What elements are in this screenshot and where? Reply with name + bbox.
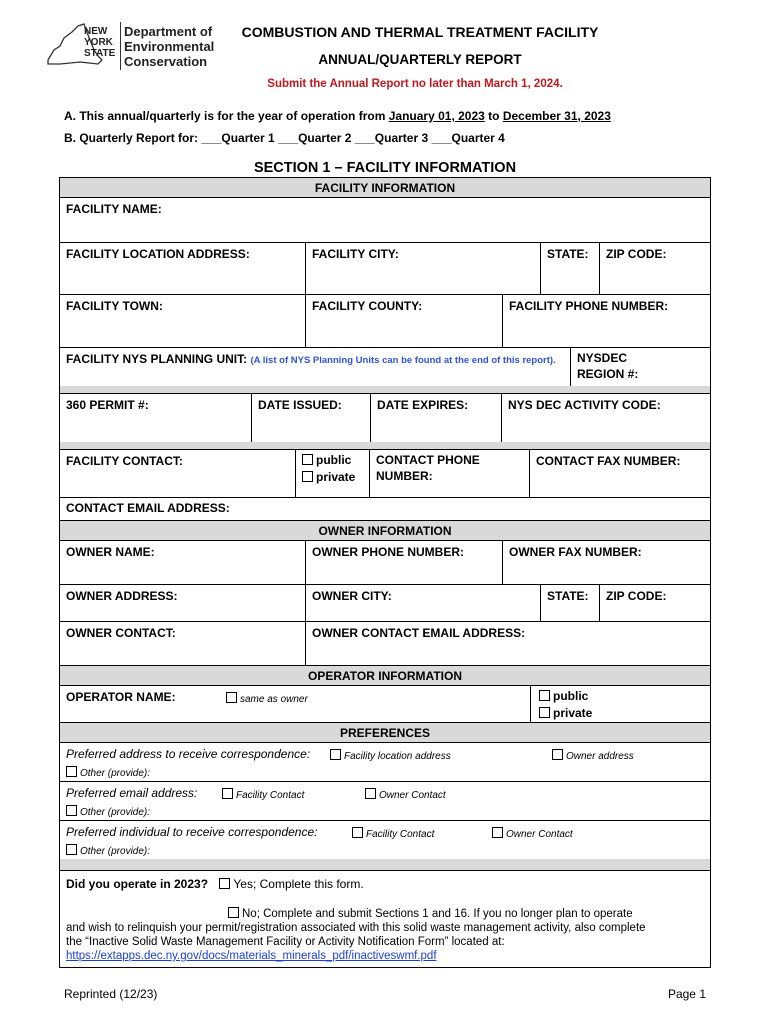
pref-email-facility-option[interactable]: Facility Contact [222, 787, 304, 801]
facility-city-field[interactable]: FACILITY CITY: [305, 242, 541, 295]
period-start-date: January 01, 2023 [388, 109, 485, 123]
svg-text:NEW: NEW [84, 26, 108, 37]
public-checkbox[interactable] [302, 454, 313, 465]
owner-phone-field[interactable]: OWNER PHONE NUMBER: [305, 540, 503, 585]
pref-address-owner-checkbox[interactable] [552, 749, 563, 760]
private-checkbox[interactable] [302, 471, 313, 482]
operator-name-field[interactable]: OPERATOR NAME: same as owner [59, 685, 531, 723]
submit-deadline-note: Submit the Annual Report no later than March 1, 2024. [267, 78, 563, 90]
contact-email-field[interactable]: CONTACT EMAIL ADDRESS: [59, 497, 711, 521]
reprinted-date: Reprinted (12/23) [64, 987, 158, 1001]
contact-type-options [295, 449, 370, 498]
operator-info-header: OPERATOR INFORMATION [59, 665, 711, 686]
preferred-individual-row: Preferred individual to receive correspondence: Facility Contact Owner Contact Other (provide): [59, 820, 711, 860]
preferred-email-row: Preferred email address: Facility Contact Owner Contact Other (provide): [59, 781, 711, 821]
pref-address-other-checkbox[interactable] [66, 766, 77, 777]
contact-phone-field[interactable]: CONTACT PHONE NUMBER: [369, 449, 530, 498]
pref-address-other-option[interactable]: Other (provide): [66, 765, 704, 779]
logo-department-name: Department of Environmental Conservation [124, 24, 215, 69]
operator-public-option[interactable]: public [539, 688, 704, 705]
contact-private-option[interactable]: private [302, 469, 363, 486]
activity-code-field[interactable]: NYS DEC ACTIVITY CODE: [501, 393, 711, 443]
operate-question: Did you operate in 2023? [66, 877, 209, 891]
preferred-address-row: Preferred address to receive correspondence: Facility location address Owner address Other (provide): [59, 742, 711, 782]
owner-address-field[interactable]: OWNER ADDRESS: [59, 584, 306, 622]
pref-individual-other-checkbox[interactable] [66, 844, 77, 855]
facility-location-address-field[interactable]: FACILITY LOCATION ADDRESS: [59, 242, 306, 295]
facility-info-header: FACILITY INFORMATION [59, 177, 711, 198]
pref-address-facility-checkbox[interactable] [330, 749, 341, 760]
inactive-form-link[interactable]: https://extapps.dec.ny.gov/docs/materials_minerals_pdf/inactiveswmf.pdf [66, 950, 437, 962]
operator-private-checkbox[interactable] [539, 707, 550, 718]
contact-public-option[interactable]: public [302, 452, 363, 469]
owner-fax-field[interactable]: OWNER FAX NUMBER: [502, 540, 711, 585]
pref-individual-owner-checkbox[interactable] [492, 827, 503, 838]
owner-name-field[interactable]: OWNER NAME: [59, 540, 306, 585]
same-as-owner-option[interactable]: same as owner [226, 691, 308, 705]
pref-email-facility-checkbox[interactable] [222, 788, 233, 799]
facility-state-field[interactable]: STATE: [540, 242, 600, 295]
reporting-period-line: A. This annual/quarterly is for the year of operation from January 01, 2023 to December 31, 2023 [64, 109, 611, 123]
operate-no-checkbox[interactable] [228, 907, 239, 918]
operator-private-option[interactable]: private [539, 705, 704, 722]
owner-state-field[interactable]: STATE: [540, 584, 600, 622]
pref-email-owner-option[interactable]: Owner Contact [365, 787, 446, 801]
nysdec-region-field[interactable]: NYSDEC REGION #: [570, 347, 711, 387]
owner-city-field[interactable]: OWNER CITY: [305, 584, 541, 622]
operate-yes-checkbox[interactable] [219, 878, 230, 889]
preferences-header: PREFERENCES [59, 722, 711, 743]
owner-info-header: OWNER INFORMATION [59, 520, 711, 541]
owner-contact-email-field[interactable]: OWNER CONTACT EMAIL ADDRESS: [305, 621, 711, 666]
pref-email-other-option[interactable]: Other (provide): [66, 804, 704, 818]
owner-contact-field[interactable]: OWNER CONTACT: [59, 621, 306, 666]
operator-public-checkbox[interactable] [539, 690, 550, 701]
quarterly-report-line: B. Quarterly Report for: ___Quarter 1 ___Quarter 2 ___Quarter 3 ___Quarter 4 [64, 131, 505, 145]
svg-text:STATE: STATE [84, 48, 116, 59]
facility-name-field[interactable]: FACILITY NAME: [59, 197, 711, 243]
planning-unit-note: (A list of NYS Planning Units can be found at the end of this report). [250, 355, 556, 366]
facility-town-field[interactable]: FACILITY TOWN: [59, 294, 306, 348]
section-title: SECTION 1 – FACILITY INFORMATION [253, 160, 517, 176]
pref-individual-facility-option[interactable]: Facility Contact [352, 826, 434, 840]
report-subtitle: ANNUAL/QUARTERLY REPORT [318, 52, 522, 67]
pref-email-owner-checkbox[interactable] [365, 788, 376, 799]
facility-county-field[interactable]: FACILITY COUNTY: [305, 294, 503, 348]
pref-individual-owner-option[interactable]: Owner Contact [492, 826, 573, 840]
svg-text:YORK: YORK [84, 37, 113, 48]
contact-fax-field[interactable]: CONTACT FAX NUMBER: [529, 449, 711, 498]
date-expires-field[interactable]: DATE EXPIRES: [370, 393, 502, 443]
period-end-date: December 31, 2023 [502, 109, 611, 123]
operate-no-option[interactable]: No; Complete and submit Sections 1 and 16. If you no longer plan to operate [66, 907, 704, 921]
date-issued-field[interactable]: DATE ISSUED: [251, 393, 371, 443]
facility-planning-unit-field[interactable]: FACILITY NYS PLANNING UNIT: (A list of NYS Planning Units can be found at the end of this report). [59, 347, 571, 387]
operate-yes-option[interactable]: Yes; Complete this form. [219, 877, 363, 891]
pref-address-owner-option[interactable]: Owner address [552, 748, 634, 762]
operate-no-text: No; Complete and submit Sections 1 and 16. If you no longer plan to operate and wish to relinquish your permit/registration associated with this solid waste management activity, also complete the “Inactive Solid Waste Management Facility or Activity Notification Form” located at: https://extapps.dec.ny.gov/docs/materials_minerals_pdf/inactiveswmf.pdf [66, 907, 704, 963]
pref-email-other-checkbox[interactable] [66, 805, 77, 816]
facility-contact-field[interactable]: FACILITY CONTACT: [59, 449, 296, 498]
facility-phone-field[interactable]: FACILITY PHONE NUMBER: [502, 294, 711, 348]
pref-individual-other-option[interactable]: Other (provide): [66, 843, 704, 857]
report-title: COMBUSTION AND THERMAL TREATMENT FACILITY [241, 24, 599, 40]
operator-type-options [530, 685, 711, 723]
page-number: Page 1 [667, 987, 706, 1001]
same-as-owner-checkbox[interactable] [226, 692, 237, 703]
facility-zip-field[interactable]: ZIP CODE: [599, 242, 711, 295]
pref-individual-facility-checkbox[interactable] [352, 827, 363, 838]
owner-zip-field[interactable]: ZIP CODE: [599, 584, 711, 622]
permit-number-field[interactable]: 360 PERMIT #: [59, 393, 252, 443]
pref-address-facility-option[interactable]: Facility location address [330, 748, 451, 762]
operate-question-box [59, 870, 711, 968]
